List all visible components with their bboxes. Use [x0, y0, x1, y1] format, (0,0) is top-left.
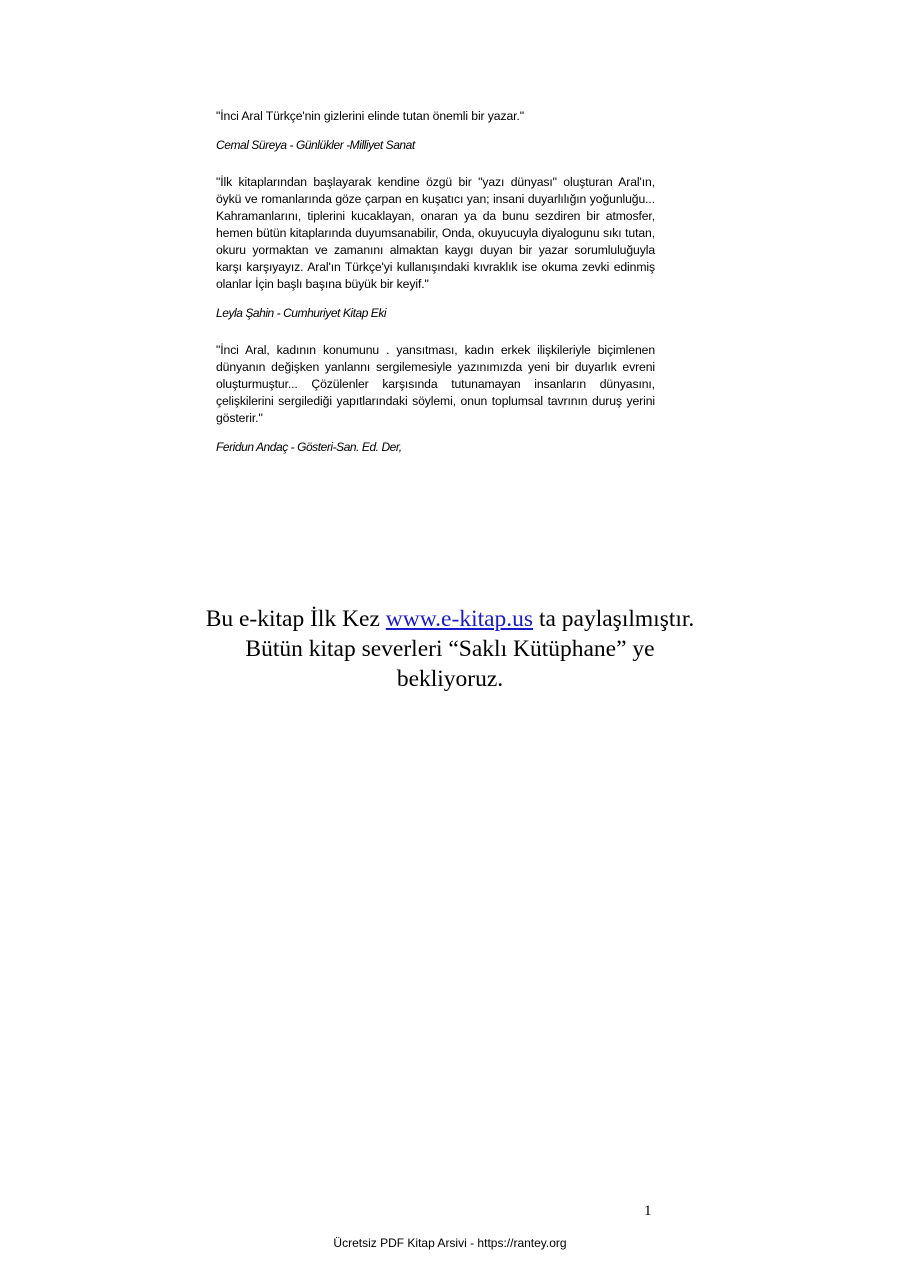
quote-source: Cemal Süreya - Günlükler -Milliyet Sanat [216, 138, 415, 152]
quote-source: Feridun Andaç - Gösteri-San. Ed. Der, [216, 440, 402, 454]
quote-source: Leyla Şahin - Cumhuriyet Kitap Eki [216, 306, 387, 320]
quotes-section [216, 108, 655, 455]
footer-text: Ücretsiz PDF Kitap Arsivi - https://rantey.org [333, 1236, 567, 1250]
notice-suffix: ta paylaşılmıştır. Bütün kitap severleri “Saklı Kütüphane” ye bekliyoruz. [245, 606, 695, 692]
quote-text: "İlk kitaplarından başlayarak kendine özgü bir "yazı dünyası" oluşturan Aral'ın, öykü ve romanlarında göze çarpan en kuşatıcı yan; insani duyarlılığın yoğunluğu... Kahramanlarını, tiplerini kucaklayan, onaran ya da bunu sezdiren bir atmosfer, hemen bütün kitaplarında duyumsanabilir, Onda, okuyucuyla diyalogunu sıkı tutan, okuru yormaktan ve zamanını almaktan kaygı duyan bir yazar sorumluluğuyla karşı karşıyayız. Aral'ın Türkçe'yi kullanışındaki kıvraklık ise okuma zevki edinmiş olanlar İçin başlı başına büyük bir keyif." [216, 175, 655, 291]
quote-text: "İnci Aral, kadının konumunu . yansıtması, kadın erkek ilişkileriyle biçimlenen dünyanın değişken yanlannı sergilemesiyle yazınımızda yeni bir duyarlık evreni oluşturmuştur... Çözülenler karşısında tutunamayan insanların dünyasını, çelişkilerini sergilediği yapıtlarındaki söylemi, onun toplumsal tavrının duruş yerini gösterir." [216, 343, 655, 425]
ebook-notice [200, 604, 700, 694]
quote-block [216, 108, 655, 153]
ebook-site-link[interactable]: www.e-kitap.us [385, 606, 534, 632]
quote-block [216, 342, 655, 455]
notice-prefix: Bu e-kitap İlk Kez [205, 606, 386, 632]
page-number: 1 [644, 1203, 652, 1219]
quote-text: "İnci Aral Türkçe'nin gizlerini elinde tutan önemli bir yazar." [216, 109, 524, 123]
quote-block [216, 174, 655, 321]
